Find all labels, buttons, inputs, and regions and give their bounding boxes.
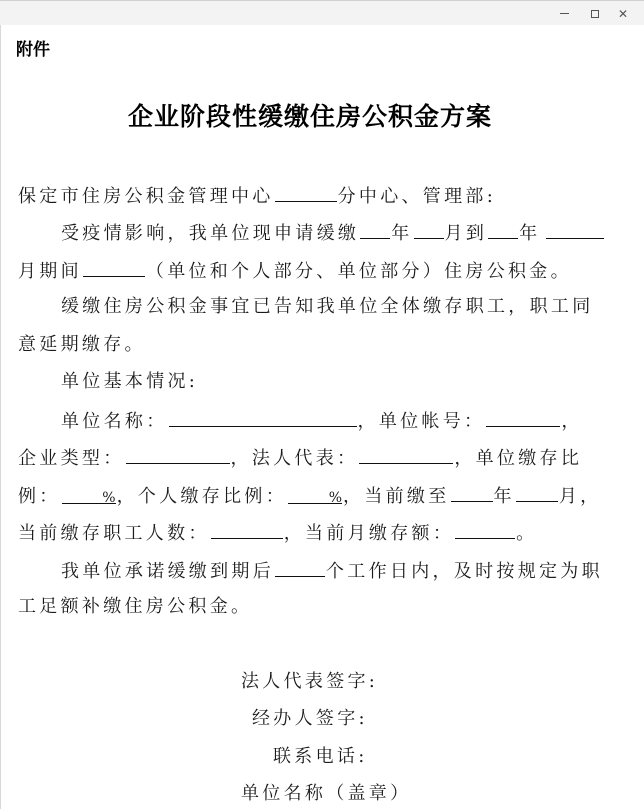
month-to-label: 月到	[444, 223, 488, 244]
sub-center-blank[interactable]	[275, 183, 337, 202]
promise-text: 我单位承诺缓缴到期后	[61, 561, 274, 582]
para1-text: 受疫情影响，我单位现申请缓缴	[61, 223, 360, 244]
para2-line1: 缓缴住房公积金事宜已告知我单位全体缴存职工，职工同	[61, 296, 594, 317]
handler-signature: 经办人签字:	[252, 708, 368, 729]
enterprise-type-label: 企业类型：	[18, 448, 125, 469]
year-label-2: 年	[519, 223, 541, 244]
start-year-blank[interactable]	[360, 220, 390, 239]
current-paid-month-blank[interactable]	[516, 483, 558, 502]
close-icon: ✕	[617, 6, 629, 21]
end-year-blank[interactable]	[488, 220, 518, 239]
para3-line1	[61, 558, 603, 584]
comma: ，	[230, 448, 252, 469]
monthly-amount-label: 当前月缴存额：	[305, 523, 455, 544]
para1-line1	[61, 220, 605, 246]
month-label: 月，	[558, 486, 602, 507]
workdays-blank[interactable]	[275, 558, 325, 577]
legal-rep-label: 法人代表：	[251, 448, 359, 469]
comma: ，	[561, 411, 583, 432]
para1-line2	[18, 258, 572, 284]
end-month-blank[interactable]	[546, 220, 604, 239]
minimize-icon	[560, 13, 569, 14]
unit-ratio-label-cont: 例：	[18, 486, 61, 507]
enterprise-type-blank[interactable]	[126, 445, 230, 464]
percent-sign: %	[328, 490, 343, 506]
contact-phone: 联系电话:	[273, 746, 368, 767]
employee-count-label: 当前缴存职工人数：	[18, 523, 210, 544]
unit-name-blank[interactable]	[169, 408, 357, 427]
maximize-icon	[591, 10, 599, 18]
unit-account-blank[interactable]	[486, 408, 560, 427]
period-label: 月期间	[18, 261, 82, 282]
current-paid-label: ，当前缴至	[343, 486, 450, 507]
employee-line	[18, 520, 537, 546]
addressee-suffix: 分中心、管理部:	[337, 186, 497, 207]
para2-line2: 意延期缴存。	[18, 334, 146, 355]
start-month-blank[interactable]	[414, 220, 444, 239]
comma: ，	[454, 448, 476, 469]
personal-ratio-label: ，个人缴存比例：	[116, 486, 288, 507]
enterprise-type-line	[18, 445, 582, 471]
comma: ，	[357, 411, 379, 432]
document-title: 企业阶段性缓缴住房公积金方案	[127, 102, 492, 131]
close-button[interactable]	[605, 1, 641, 26]
employee-count-blank[interactable]	[211, 520, 283, 539]
comma: ，	[283, 523, 306, 544]
ratio-line	[18, 483, 601, 509]
year-label: 年	[493, 486, 515, 507]
year-label: 年	[391, 223, 413, 244]
unit-ratio-label: 单位缴存比	[475, 448, 583, 469]
attachment-label: 附件	[16, 40, 50, 60]
legal-rep-blank[interactable]	[359, 445, 453, 464]
scope-text: （单位和个人部分、单位部分）住房公积金。	[145, 261, 572, 282]
period-blank[interactable]	[83, 258, 145, 277]
unit-ratio-blank[interactable]	[62, 485, 116, 504]
addressee-prefix: 保定市住房公积金管理中心	[18, 186, 274, 207]
unit-seal: 单位名称（盖章）	[241, 783, 412, 804]
percent-sign: %	[102, 490, 116, 506]
personal-ratio-blank[interactable]	[288, 485, 342, 504]
para3-line2: 工足额补缴住房公积金。	[18, 596, 253, 617]
document-body	[0, 25, 644, 809]
basic-info-heading: 单位基本情况:	[61, 371, 199, 392]
promise-text-cont: 个工作日内，及时按规定为职	[326, 561, 603, 582]
legal-rep-signature: 法人代表签字:	[241, 671, 379, 692]
current-paid-year-blank[interactable]	[451, 483, 493, 502]
unit-account-label: 单位帐号：	[378, 411, 486, 432]
addressee-line	[18, 183, 496, 209]
period-mark: 。	[516, 523, 538, 544]
unit-name-label: 单位名称：	[61, 411, 168, 432]
unit-name-line	[61, 408, 583, 434]
window-title-bar	[0, 0, 644, 25]
monthly-amount-blank[interactable]	[455, 520, 515, 539]
